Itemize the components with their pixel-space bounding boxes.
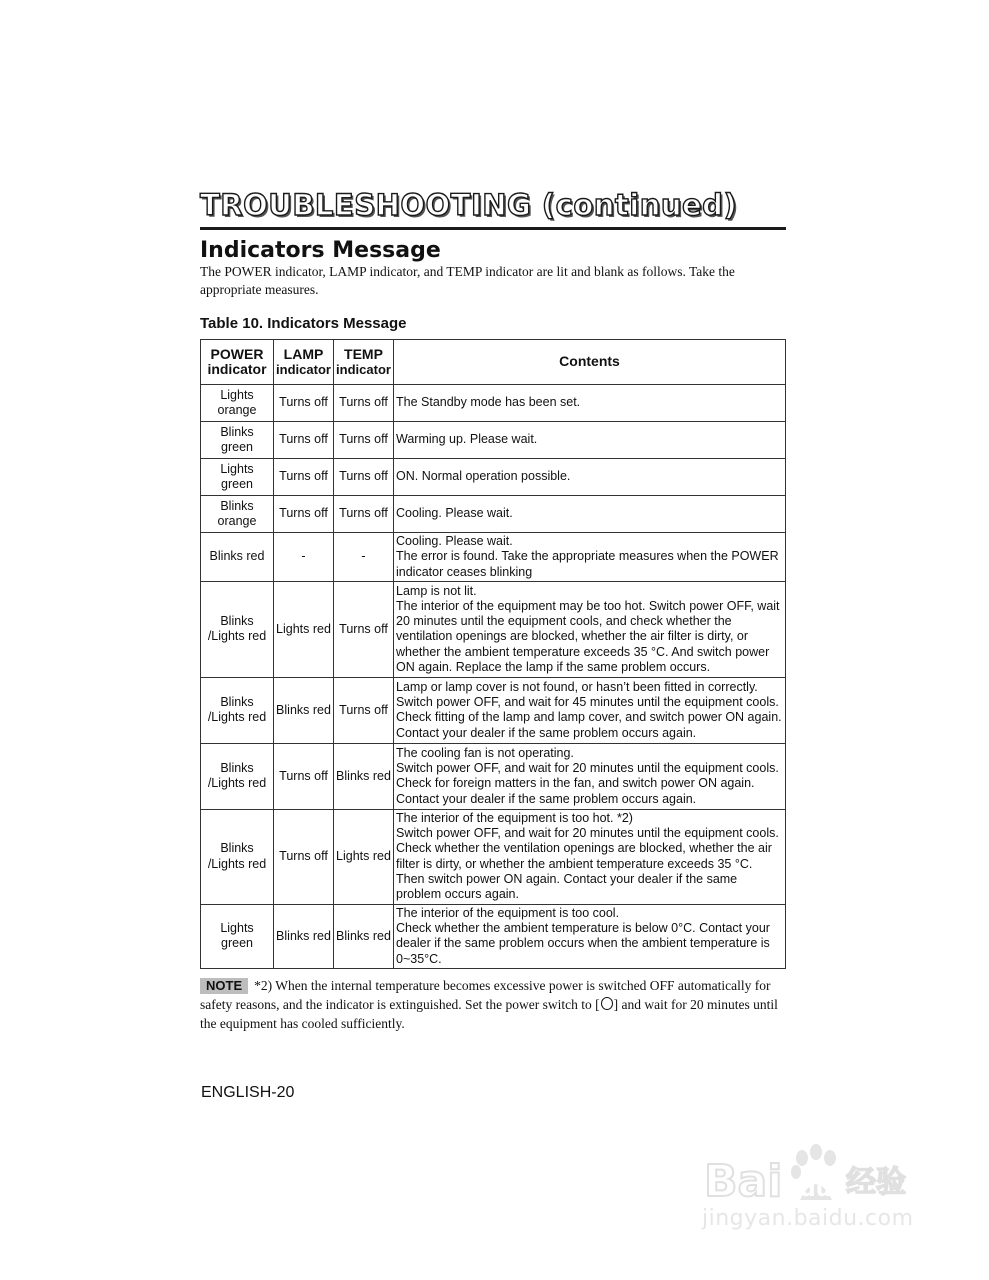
header-power: POWER indicator: [201, 340, 274, 385]
intro-paragraph: The POWER indicator, LAMP indicator, and TEMP indicator are lit and blank as follows. Take the appropriate measures.: [200, 264, 735, 297]
contents-cell: ON. Normal operation possible.: [394, 459, 786, 496]
table-caption: Table 10. Indicators Message: [200, 315, 407, 332]
temp-cell: Turns off: [334, 677, 394, 743]
contents-cell: The cooling fan is not operating. Switch power OFF, and wait for 20 minutes until the equipment cools. Check for foreign matters in the fan, and switch power ON again. Contact your dealer if the same problem occurs again.: [394, 743, 786, 809]
table-row: [201, 743, 786, 809]
lamp-cell: Blinks red: [274, 904, 334, 968]
contents-cell: Cooling. Please wait. The error is found. Take the appropriate measures when the POWER indicator ceases blinking: [394, 533, 786, 582]
svg-text:du: du: [800, 1177, 832, 1202]
table-row: [201, 581, 786, 677]
temp-cell: Turns off: [334, 581, 394, 677]
lamp-cell: Turns off: [274, 385, 334, 422]
lamp-cell: Turns off: [274, 809, 334, 904]
lamp-cell: -: [274, 533, 334, 582]
table-row: [201, 677, 786, 743]
table-header-row: [201, 340, 786, 385]
power-cell: Blinks /Lights red: [201, 743, 274, 809]
page-title: TROUBLESHOOTING (continued): [200, 188, 738, 222]
baidu-watermark: [700, 1130, 940, 1240]
header-contents: Contents: [394, 340, 786, 385]
lamp-cell: Turns off: [274, 459, 334, 496]
power-cell: Blinks /Lights red: [201, 809, 274, 904]
power-cell: Lights orange: [201, 385, 274, 422]
indicators-table: [200, 339, 786, 969]
contents-cell: Lamp or lamp cover is not found, or hasn’t been fitted in correctly. Switch power OFF, and wait for 45 minutes until the equipment cools. Check fitting of the lamp and lamp cover, and switch power ON again. Contact your dealer if the same problem occurs again.: [394, 677, 786, 743]
note-badge: NOTE: [200, 978, 248, 994]
lamp-cell: Turns off: [274, 496, 334, 533]
temp-cell: Turns off: [334, 459, 394, 496]
temp-cell: Lights red: [334, 809, 394, 904]
temp-cell: Turns off: [334, 496, 394, 533]
watermark-url: jingyan.baidu.com: [702, 1206, 914, 1231]
temp-cell: Blinks red: [334, 904, 394, 968]
svg-text:经验: 经验: [846, 1165, 906, 1200]
power-cell: Blinks red: [201, 533, 274, 582]
table-row: [201, 459, 786, 496]
lamp-cell: Turns off: [274, 422, 334, 459]
table-row: [201, 533, 786, 582]
section-heading: Indicators Message: [200, 238, 441, 263]
contents-cell: The interior of the equipment is too cool. Check whether the ambient temperature is below 0°C. Contact your dealer if the same problem occurs when the ambient temperature is 0~35°C.: [394, 904, 786, 968]
power-cell: Blinks /Lights red: [201, 581, 274, 677]
contents-cell: Lamp is not lit. The interior of the equipment may be too hot. Switch power OFF, wait 20 minutes until the equipment cools, and check whether the ventilation openings are blocked, whether the air filter is dirty, or whether the ambient temperature exceeds 35 °C. And switch power ON again. Replace the lamp if the same problem occurs.: [394, 581, 786, 677]
table-row: [201, 809, 786, 904]
contents-cell: The Standby mode has been set.: [394, 385, 786, 422]
note-paragraph: NOTE *2) When the internal temperature becomes excessive power is switched OFF automatically for safety reasons, and the indicator is extinguished. Set the power switch to [ ] and wait for 20 minutes until the equipment has cooled sufficiently.: [200, 978, 778, 1031]
power-off-symbol-icon: [601, 997, 613, 1010]
temp-cell: Turns off: [334, 422, 394, 459]
table-row: [201, 904, 786, 968]
power-cell: Lights green: [201, 459, 274, 496]
power-cell: Blinks /Lights red: [201, 677, 274, 743]
lamp-cell: Lights red: [274, 581, 334, 677]
page-number: ENGLISH-20: [201, 1084, 295, 1101]
power-cell: Blinks green: [201, 422, 274, 459]
temp-cell: Turns off: [334, 385, 394, 422]
temp-cell: -: [334, 533, 394, 582]
contents-cell: Cooling. Please wait.: [394, 496, 786, 533]
lamp-cell: Turns off: [274, 743, 334, 809]
table-row: [201, 385, 786, 422]
lamp-cell: Blinks red: [274, 677, 334, 743]
header-lamp: LAMP indicator: [274, 340, 334, 385]
header-temp: TEMP indicator: [334, 340, 394, 385]
title-rule: [200, 227, 786, 230]
baidu-paw-logo-icon: [700, 1130, 940, 1210]
svg-text:Bai: Bai: [704, 1156, 783, 1207]
contents-cell: The interior of the equipment is too hot. *2) Switch power OFF, and wait for 20 minutes until the equipment cools. Check whether the ventilation openings are blocked, whether the air filter is dirty, or whether the ambient temperature exceeds 35 °C. Then switch power ON again. Contact your dealer if the same problem occurs again.: [394, 809, 786, 904]
power-cell: Blinks orange: [201, 496, 274, 533]
table-row: [201, 496, 786, 533]
table-row: [201, 422, 786, 459]
temp-cell: Blinks red: [334, 743, 394, 809]
contents-cell: Warming up. Please wait.: [394, 422, 786, 459]
power-cell: Lights green: [201, 904, 274, 968]
